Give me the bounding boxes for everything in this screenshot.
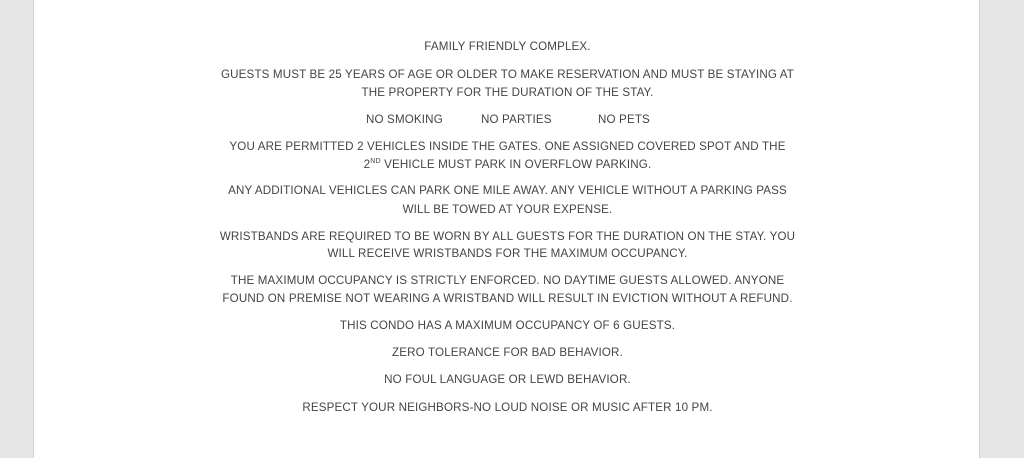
- wristband-rule-line-2: WILL RECEIVE WRISTBANDS FOR THE MAXIMUM OCCUPANCY.: [327, 247, 688, 260]
- additional-vehicles-line-2: WILL BE TOWED AT YOUR EXPENSE.: [402, 203, 613, 216]
- vehicles-rule-line-1: YOU ARE PERMITTED 2 VEHICLES INSIDE THE GATES. ONE ASSIGNED COVERED SPOT AND THE: [229, 140, 786, 153]
- no-smoking-text: NO SMOKING: [366, 113, 443, 126]
- vehicles-rule-line-2-text: VEHICLE MUST PARK IN OVERFLOW PARKING.: [380, 158, 652, 171]
- document-title: FAMILY FRIENDLY COMPLEX.: [424, 40, 591, 53]
- no-parties-text: NO PARTIES: [481, 113, 552, 126]
- age-rule-line-2: THE PROPERTY FOR THE DURATION OF THE STAY.: [361, 86, 654, 99]
- respect-neighbors-text: RESPECT YOUR NEIGHBORS-NO LOUD NOISE OR MUSIC AFTER 10 PM.: [302, 401, 713, 414]
- vehicles-rule-line-2: [34, 157, 981, 173]
- additional-vehicles-line-1: ANY ADDITIONAL VEHICLES CAN PARK ONE MILE AWAY. ANY VEHICLE WITHOUT A PARKING PASS: [228, 184, 787, 197]
- ordinal-number: 2: [363, 158, 371, 171]
- occupancy-rule-line-2: FOUND ON PREMISE NOT WEARING A WRISTBAND WILL RESULT IN EVICTION WITHOUT A REFUND.: [222, 292, 793, 305]
- max-occupancy-text: THIS CONDO HAS A MAXIMUM OCCUPANCY OF 6 GUESTS.: [339, 319, 676, 332]
- document-page: [33, 0, 980, 458]
- no-pets-text: NO PETS: [598, 113, 650, 126]
- age-rule-line-1: GUESTS MUST BE 25 YEARS OF AGE OR OLDER TO MAKE RESERVATION AND MUST BE STAYING AT: [220, 68, 794, 81]
- zero-tolerance-text: ZERO TOLERANCE FOR BAD BEHAVIOR.: [392, 346, 623, 359]
- wristband-rule-line-1: WRISTBANDS ARE REQUIRED TO BE WORN BY ALL GUESTS FOR THE DURATION ON THE STAY. YOU: [219, 230, 796, 243]
- no-foul-language-text: NO FOUL LANGUAGE OR LEWD BEHAVIOR.: [384, 373, 631, 386]
- occupancy-rule-line-1: THE MAXIMUM OCCUPANCY IS STRICTLY ENFORCED. NO DAYTIME GUESTS ALLOWED. ANYONE: [230, 274, 785, 287]
- ordinal-suffix: ND: [370, 158, 381, 165]
